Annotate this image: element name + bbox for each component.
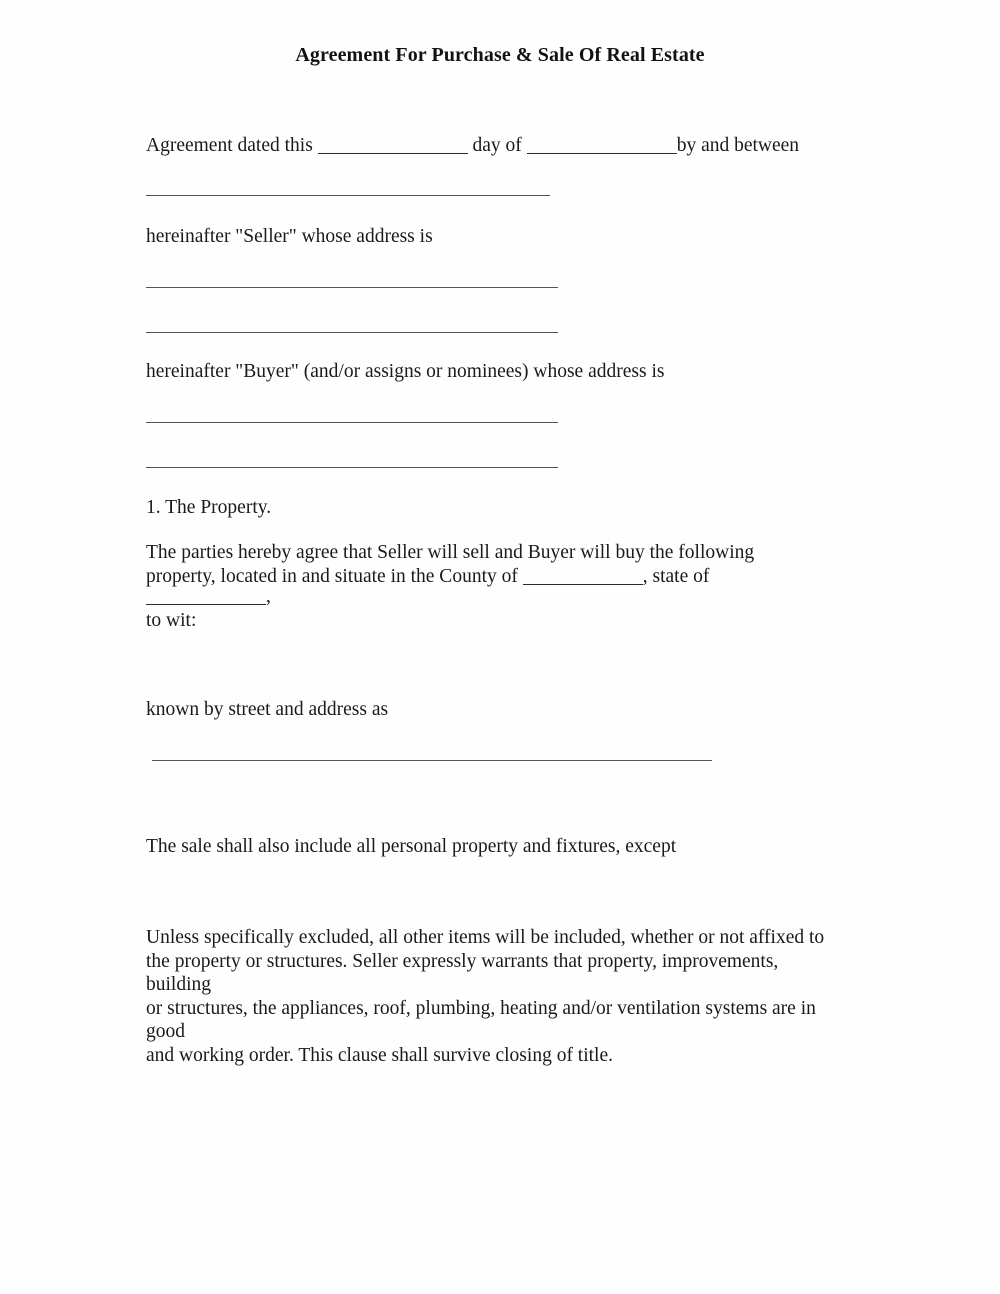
document-title: Agreement For Purchase & Sale Of Real Estate — [295, 44, 705, 66]
street-address-blank-field[interactable] — [152, 760, 712, 761]
agreement-dated-prefix-label: Agreement dated this — [146, 135, 318, 156]
seller-address-line-1-field[interactable] — [146, 287, 558, 288]
inclusion-clause-line-2: the property or structures. Seller expressly warrants that property, improvements, — [146, 950, 779, 972]
known-by-street-label: known by street and address as — [146, 699, 389, 720]
agreement-dated-line — [146, 134, 906, 158]
state-blank-field[interactable] — [146, 590, 266, 605]
county-blank-field[interactable] — [523, 570, 643, 585]
inclusion-clause-line-1: Unless specifically excluded, all other items will be included, whether or not affixed to — [146, 927, 825, 948]
buyer-address-line-2-field[interactable] — [146, 467, 558, 468]
agreement-dated-mid-label: day of — [467, 135, 527, 156]
inclusion-clause-line-6: and working order. This clause shall survive closing of title. — [146, 1044, 614, 1066]
parties-clause — [146, 541, 846, 588]
agreement-dated-suffix-label: by and between — [676, 135, 800, 156]
day-blank-field[interactable] — [318, 139, 468, 154]
buyer-intro-label: hereinafter "Buyer" (and/or assigns or nominees) whose address is — [146, 361, 665, 382]
party-name-blank-field[interactable] — [146, 195, 550, 196]
personal-property-label: The sale shall also include all personal property and fixtures, except — [146, 836, 677, 857]
inclusion-clause-line-5: good — [146, 1021, 185, 1042]
inclusion-clause-line-3: building — [146, 974, 212, 995]
section-1-heading: 1. The Property. — [146, 497, 272, 518]
month-blank-field[interactable] — [527, 139, 677, 154]
parties-clause-line-1: The parties hereby agree that Seller will sell and Buyer will buy the following — [146, 542, 755, 563]
buyer-address-line-1-field[interactable] — [146, 422, 558, 423]
parties-clause-line-2-prefix: property, located in and situate in the County of — [146, 565, 523, 587]
seller-intro-label: hereinafter "Seller" whose address is — [146, 226, 433, 247]
inclusion-clause-line-4: or structures, the appliances, roof, plumbing, heating and/or ventilation systems are in — [146, 997, 816, 1019]
seller-address-line-2-field[interactable] — [146, 332, 558, 333]
parties-clause-line-2-suffix: , state of — [642, 565, 710, 587]
state-blank-trailing-comma: , — [266, 586, 271, 607]
to-wit-label: to wit: — [146, 609, 197, 631]
to-wit-block — [146, 585, 271, 632]
inclusion-clause — [146, 926, 846, 1067]
